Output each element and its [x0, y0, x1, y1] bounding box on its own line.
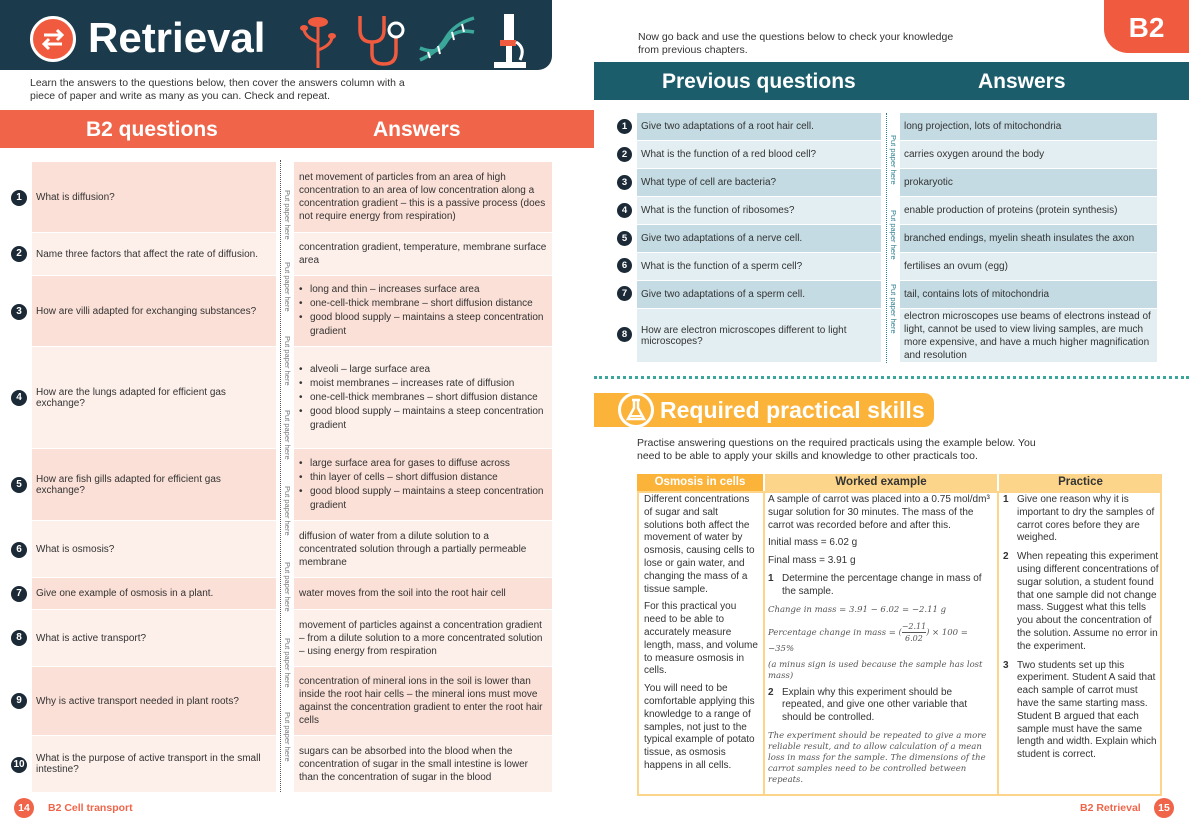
- answer-text: branched endings, myelin sheath insulates the axon: [904, 233, 1135, 244]
- section-divider: [594, 376, 1189, 379]
- question-cell: [637, 253, 881, 280]
- fraction-denominator: 6.02: [905, 633, 923, 643]
- column-header-osmosis: Osmosis in cells: [637, 474, 763, 491]
- required-practical-intro: Practise answering questions on the required practicals using the example below. You need to be able to apply your skills and knowledge to other practicals too.: [637, 437, 1036, 462]
- question-text: What is diffusion?: [36, 191, 115, 203]
- question-number: 5: [617, 231, 632, 246]
- question-text: How are electron microscopes different to light microscopes?: [641, 324, 847, 347]
- put-paper-here-label: Put paper here: [283, 486, 292, 536]
- column-header-worked-example: Worked example: [765, 474, 997, 491]
- worked-question-number: 2: [768, 686, 774, 698]
- question-cell: [32, 276, 276, 346]
- question-cell: [32, 578, 276, 609]
- answer-bullet: • large surface area for gases to diffuse across: [299, 457, 547, 471]
- question-text: Give two adaptations of a nerve cell.: [641, 233, 803, 244]
- answer-text: concentration gradient, temperature, membrane surface area: [299, 242, 547, 266]
- answer-cell: [294, 233, 552, 275]
- practice-question: [1003, 494, 1159, 545]
- answer-bullet: • thin layer of cells – short diffusion distance: [299, 471, 547, 485]
- answer-cell: [294, 449, 552, 520]
- worked-question-number: 1: [768, 572, 774, 584]
- question-cell: [32, 667, 276, 735]
- answer-bullet: • long and thin – increases surface area: [299, 283, 547, 297]
- question-number: 4: [11, 390, 27, 406]
- answer-cell: [900, 225, 1157, 252]
- footer-chapter: B2 Retrieval: [1080, 802, 1141, 814]
- question-text: Why is active transport needed in plant roots?: [36, 695, 239, 707]
- page-number: 15: [1154, 798, 1174, 818]
- retrieval-instructions: Learn the answers to the questions below, then cover the answers column with a piece of paper and write as many as you can. Check and repeat.: [30, 77, 405, 102]
- question-text: Give two adaptations of a sperm cell.: [641, 289, 805, 300]
- practice-number: 2: [1003, 551, 1009, 563]
- question-cell: [32, 347, 276, 448]
- practice-question: [1003, 660, 1159, 762]
- put-paper-here-label: Put paper here: [283, 190, 292, 240]
- put-paper-here-label: Put paper here: [889, 284, 898, 334]
- question-text: How are fish gills adapted for efficient gas exchange?: [36, 473, 221, 496]
- chapter-tab: B2: [1104, 0, 1189, 53]
- practice-number: 1: [1003, 494, 1009, 505]
- answer-bullet: • moist membranes – increases rate of diffusion: [299, 377, 547, 391]
- answer-bullet: • one-cell-thick membrane – short diffusion distance: [299, 297, 547, 311]
- answer-text: water moves from the soil into the root hair cell: [299, 588, 506, 599]
- put-paper-here-label: Put paper here: [283, 336, 292, 386]
- question-text: How are villi adapted for exchanging substances?: [36, 305, 257, 317]
- question-number: 4: [617, 203, 632, 218]
- answer-cell: [294, 162, 552, 232]
- answer-cell: [294, 521, 552, 577]
- answer-bullets: [299, 457, 547, 513]
- answer-cell: [900, 281, 1157, 308]
- stethoscope-icon: [354, 12, 406, 73]
- answer-bullet: • good blood supply – maintains a steep concentration gradient: [299, 311, 547, 339]
- column-header-previous: Previous questions: [662, 70, 856, 93]
- answer-text: tail, contains lots of mitochondria: [904, 289, 1050, 300]
- question-number: 6: [617, 258, 632, 273]
- worked-answer: The experiment should be repeated to give a more reliable result, and to allow calculation of a mean loss in mass for the sample. The dimensions of the carrot samples need to be controlled between repeats.: [768, 730, 987, 785]
- answer-bullet: • alveoli – large surface area: [299, 363, 547, 377]
- answer-text: prokaryotic: [904, 177, 953, 188]
- calc-result: × 100 = −35%: [768, 627, 968, 654]
- question-number: 6: [11, 542, 27, 558]
- answer-text: diffusion of water from a dilute solution to a concentrated solution through a partially permeable membrane: [299, 530, 527, 568]
- practice-number: 3: [1003, 659, 1009, 671]
- questions-header-band: [0, 110, 594, 148]
- worked-example-text: A sample of carrot was placed into a 0.75 mol/dm³ sugar solution for 30 minutes. The mass of the carrot was recorded before and after this.: [768, 494, 990, 531]
- answer-text: enable production of proteins (protein synthesis): [904, 205, 1118, 216]
- column-header-practice: Practice: [999, 474, 1162, 491]
- answer-text: fertilises an ovum (egg): [904, 261, 1008, 272]
- column-header-answers: Answers: [978, 70, 1066, 93]
- column-header-answers: Answers: [373, 118, 461, 141]
- question-number: 3: [11, 304, 27, 320]
- question-number: 2: [617, 147, 632, 162]
- answer-bullet: • good blood supply – maintains a steep concentration gradient: [299, 485, 547, 513]
- paper-divider-line: [280, 160, 281, 792]
- worked-question-text: Determine the percentage change in mass of the sample.: [782, 572, 982, 597]
- answer-bullet: • one-cell-thick membranes – short diffusion distance: [299, 391, 547, 405]
- practice-text: When repeating this experiment using different concentrations of sugar solution, a student found that one sample did not change mass. Suggest what this tells you about the concentration of the solution. Assume no error in the experiment.: [1017, 551, 1159, 652]
- answer-cell: [294, 667, 552, 735]
- question-text: What is osmosis?: [36, 543, 115, 555]
- question-number: 10: [11, 757, 27, 773]
- calculation-note: (a minus sign is used because the sample has lost mass): [768, 659, 983, 681]
- fraction: ( $\frac{-2.11}{6.02}$ ): [898, 621, 930, 643]
- answer-cell: [900, 197, 1157, 224]
- question-number: 1: [11, 190, 27, 206]
- previous-instructions: Now go back and use the questions below to check your knowledge from previous chapters.: [638, 31, 954, 56]
- question-cell: [32, 736, 276, 792]
- put-paper-here-label: Put paper here: [889, 210, 898, 260]
- put-paper-here-label: Put paper here: [889, 135, 898, 185]
- answer-bullet: • good blood supply – maintains a steep concentration gradient: [299, 405, 547, 433]
- question-text: What is active transport?: [36, 632, 147, 644]
- previous-header-band: [594, 62, 1189, 100]
- calculation-line: Change in mass = 3.91 − 6.02 = −2.11 g: [768, 604, 947, 615]
- swap-arrows-icon: [30, 16, 76, 62]
- question-number: 1: [617, 119, 632, 134]
- page-number: 14: [14, 798, 34, 818]
- question-number: 2: [11, 246, 27, 262]
- question-number: 3: [617, 175, 632, 190]
- worked-question: [768, 687, 994, 725]
- column-divider: [763, 491, 765, 796]
- practice-column: [1003, 494, 1159, 768]
- question-text: Give one example of osmosis in a plant.: [36, 588, 214, 599]
- osmosis-paragraph: For this practical you need to be able to accurately measure length, mass, and volume to measure osmosis in cells.: [644, 601, 758, 677]
- question-text: What type of cell are bacteria?: [641, 177, 777, 188]
- question-cell: [32, 162, 276, 232]
- question-cell: [32, 449, 276, 520]
- answer-bullets: [299, 283, 547, 339]
- question-text: Give two adaptations of a root hair cell.: [641, 121, 814, 132]
- worked-question-text: Explain why this experiment should be repeated, and give one other variable that should be controlled.: [782, 686, 968, 724]
- answer-text: sugars can be absorbed into the blood when the concentration of sugar in the small intestine is lower than the concentration of sugar in the blood: [299, 745, 529, 783]
- answer-cell: [900, 113, 1157, 140]
- put-paper-here-label: Put paper here: [283, 410, 292, 460]
- question-cell: [637, 197, 881, 224]
- answer-cell: [900, 169, 1157, 196]
- question-cell: [637, 113, 881, 140]
- question-cell: [32, 610, 276, 666]
- answer-bullets: [299, 363, 547, 433]
- question-cell: [32, 233, 276, 275]
- answer-text: movement of particles against a concentration gradient – from a dilute solution to a more concentrated solution – using energy from respiration: [299, 619, 543, 657]
- answer-cell: [294, 347, 552, 448]
- question-number: 7: [617, 286, 632, 301]
- footer-chapter: B2 Cell transport: [48, 802, 133, 814]
- practice-text: Two students set up this experiment. Student A said that each sample of carrot must have the same starting mass. Student B argued that each sample must have the same length and width. Explain which student is correct.: [1017, 659, 1157, 761]
- question-text: What is the function of ribosomes?: [641, 205, 795, 216]
- answer-cell: [900, 141, 1157, 168]
- question-cell: [637, 309, 881, 362]
- microscope-icon: [490, 12, 530, 75]
- final-mass: Final mass = 3.91 g: [768, 555, 856, 567]
- page-title: Retrieval: [88, 14, 266, 61]
- question-cell: [637, 141, 881, 168]
- put-paper-here-label: Put paper here: [283, 562, 292, 612]
- osmosis-paragraph: You will need to be comfortable applying this knowledge to a range of samples, not just to the typical example of potato tissue, as osmosis happens in all cells.: [644, 683, 755, 771]
- answer-cell: [294, 276, 552, 346]
- answer-text: long projection, lots of mitochondria: [904, 121, 1062, 132]
- worked-example-column: [768, 494, 994, 791]
- answer-text: net movement of particles from an area of high concentration to an area of low concentration along a concentration gradient – this is a passive process (does not require energy from respiration): [299, 172, 546, 222]
- paper-divider-line: [886, 113, 887, 363]
- question-text: What is the function of a sperm cell?: [641, 261, 803, 272]
- answer-text: concentration of mineral ions in the soil is lower than inside the root hair cells – the mineral ions must move against the concentration gradient to enter the root hair cells: [299, 676, 543, 726]
- put-paper-here-label: Put paper here: [283, 638, 292, 688]
- question-cell: [637, 225, 881, 252]
- answer-cell: [900, 253, 1157, 280]
- question-number: 8: [11, 630, 27, 646]
- column-header-questions: B2 questions: [86, 118, 218, 141]
- calc-label: Percentage change in mass =: [768, 627, 896, 638]
- dna-icon: [418, 12, 476, 73]
- worked-question: [768, 573, 994, 599]
- question-number: 9: [11, 693, 27, 709]
- required-practical-title: Required practical skills: [660, 397, 925, 423]
- initial-mass: Initial mass = 6.02 g: [768, 537, 858, 549]
- flask-icon: [618, 392, 654, 428]
- answer-text: carries oxygen around the body: [904, 149, 1045, 160]
- question-text: How are the lungs adapted for efficient gas exchange?: [36, 386, 226, 409]
- question-number: 8: [617, 327, 632, 342]
- put-paper-here-label: Put paper here: [283, 262, 292, 312]
- question-text: What is the purpose of active transport in the small intestine?: [36, 753, 261, 775]
- question-number: 5: [11, 477, 27, 493]
- question-cell: [32, 521, 276, 577]
- practice-question: [1003, 551, 1159, 653]
- question-text: Name three factors that affect the rate of diffusion.: [36, 248, 258, 260]
- column-divider: [997, 491, 999, 796]
- osmosis-column: [644, 494, 760, 778]
- question-text: What is the function of a red blood cell?: [641, 149, 817, 160]
- put-paper-here-label: Put paper here: [283, 712, 292, 762]
- answer-cell: [900, 309, 1157, 362]
- question-cell: [637, 281, 881, 308]
- answer-cell: [294, 578, 552, 609]
- percentage-calculation: [768, 621, 994, 655]
- answer-cell: [294, 610, 552, 666]
- fraction-numerator: −2.11: [901, 621, 927, 631]
- question-number: 7: [11, 586, 27, 602]
- plant-icon: [300, 12, 336, 73]
- practice-text: Give one reason why it is important to dry the samples of carrot cores before they are weighed.: [1017, 494, 1155, 544]
- question-cell: [637, 169, 881, 196]
- answer-cell: [294, 736, 552, 792]
- answer-text: electron microscopes use beams of electrons instead of light, cannot be used to view living samples, are much more expensive, and have a much higher magnification and resolution: [904, 310, 1151, 361]
- osmosis-paragraph: Different concentrations of sugar and salt solutions both affect the movement of water by osmosis, causing cells to lose or gain water, and changing the mass of a tissue sample.: [644, 494, 755, 595]
